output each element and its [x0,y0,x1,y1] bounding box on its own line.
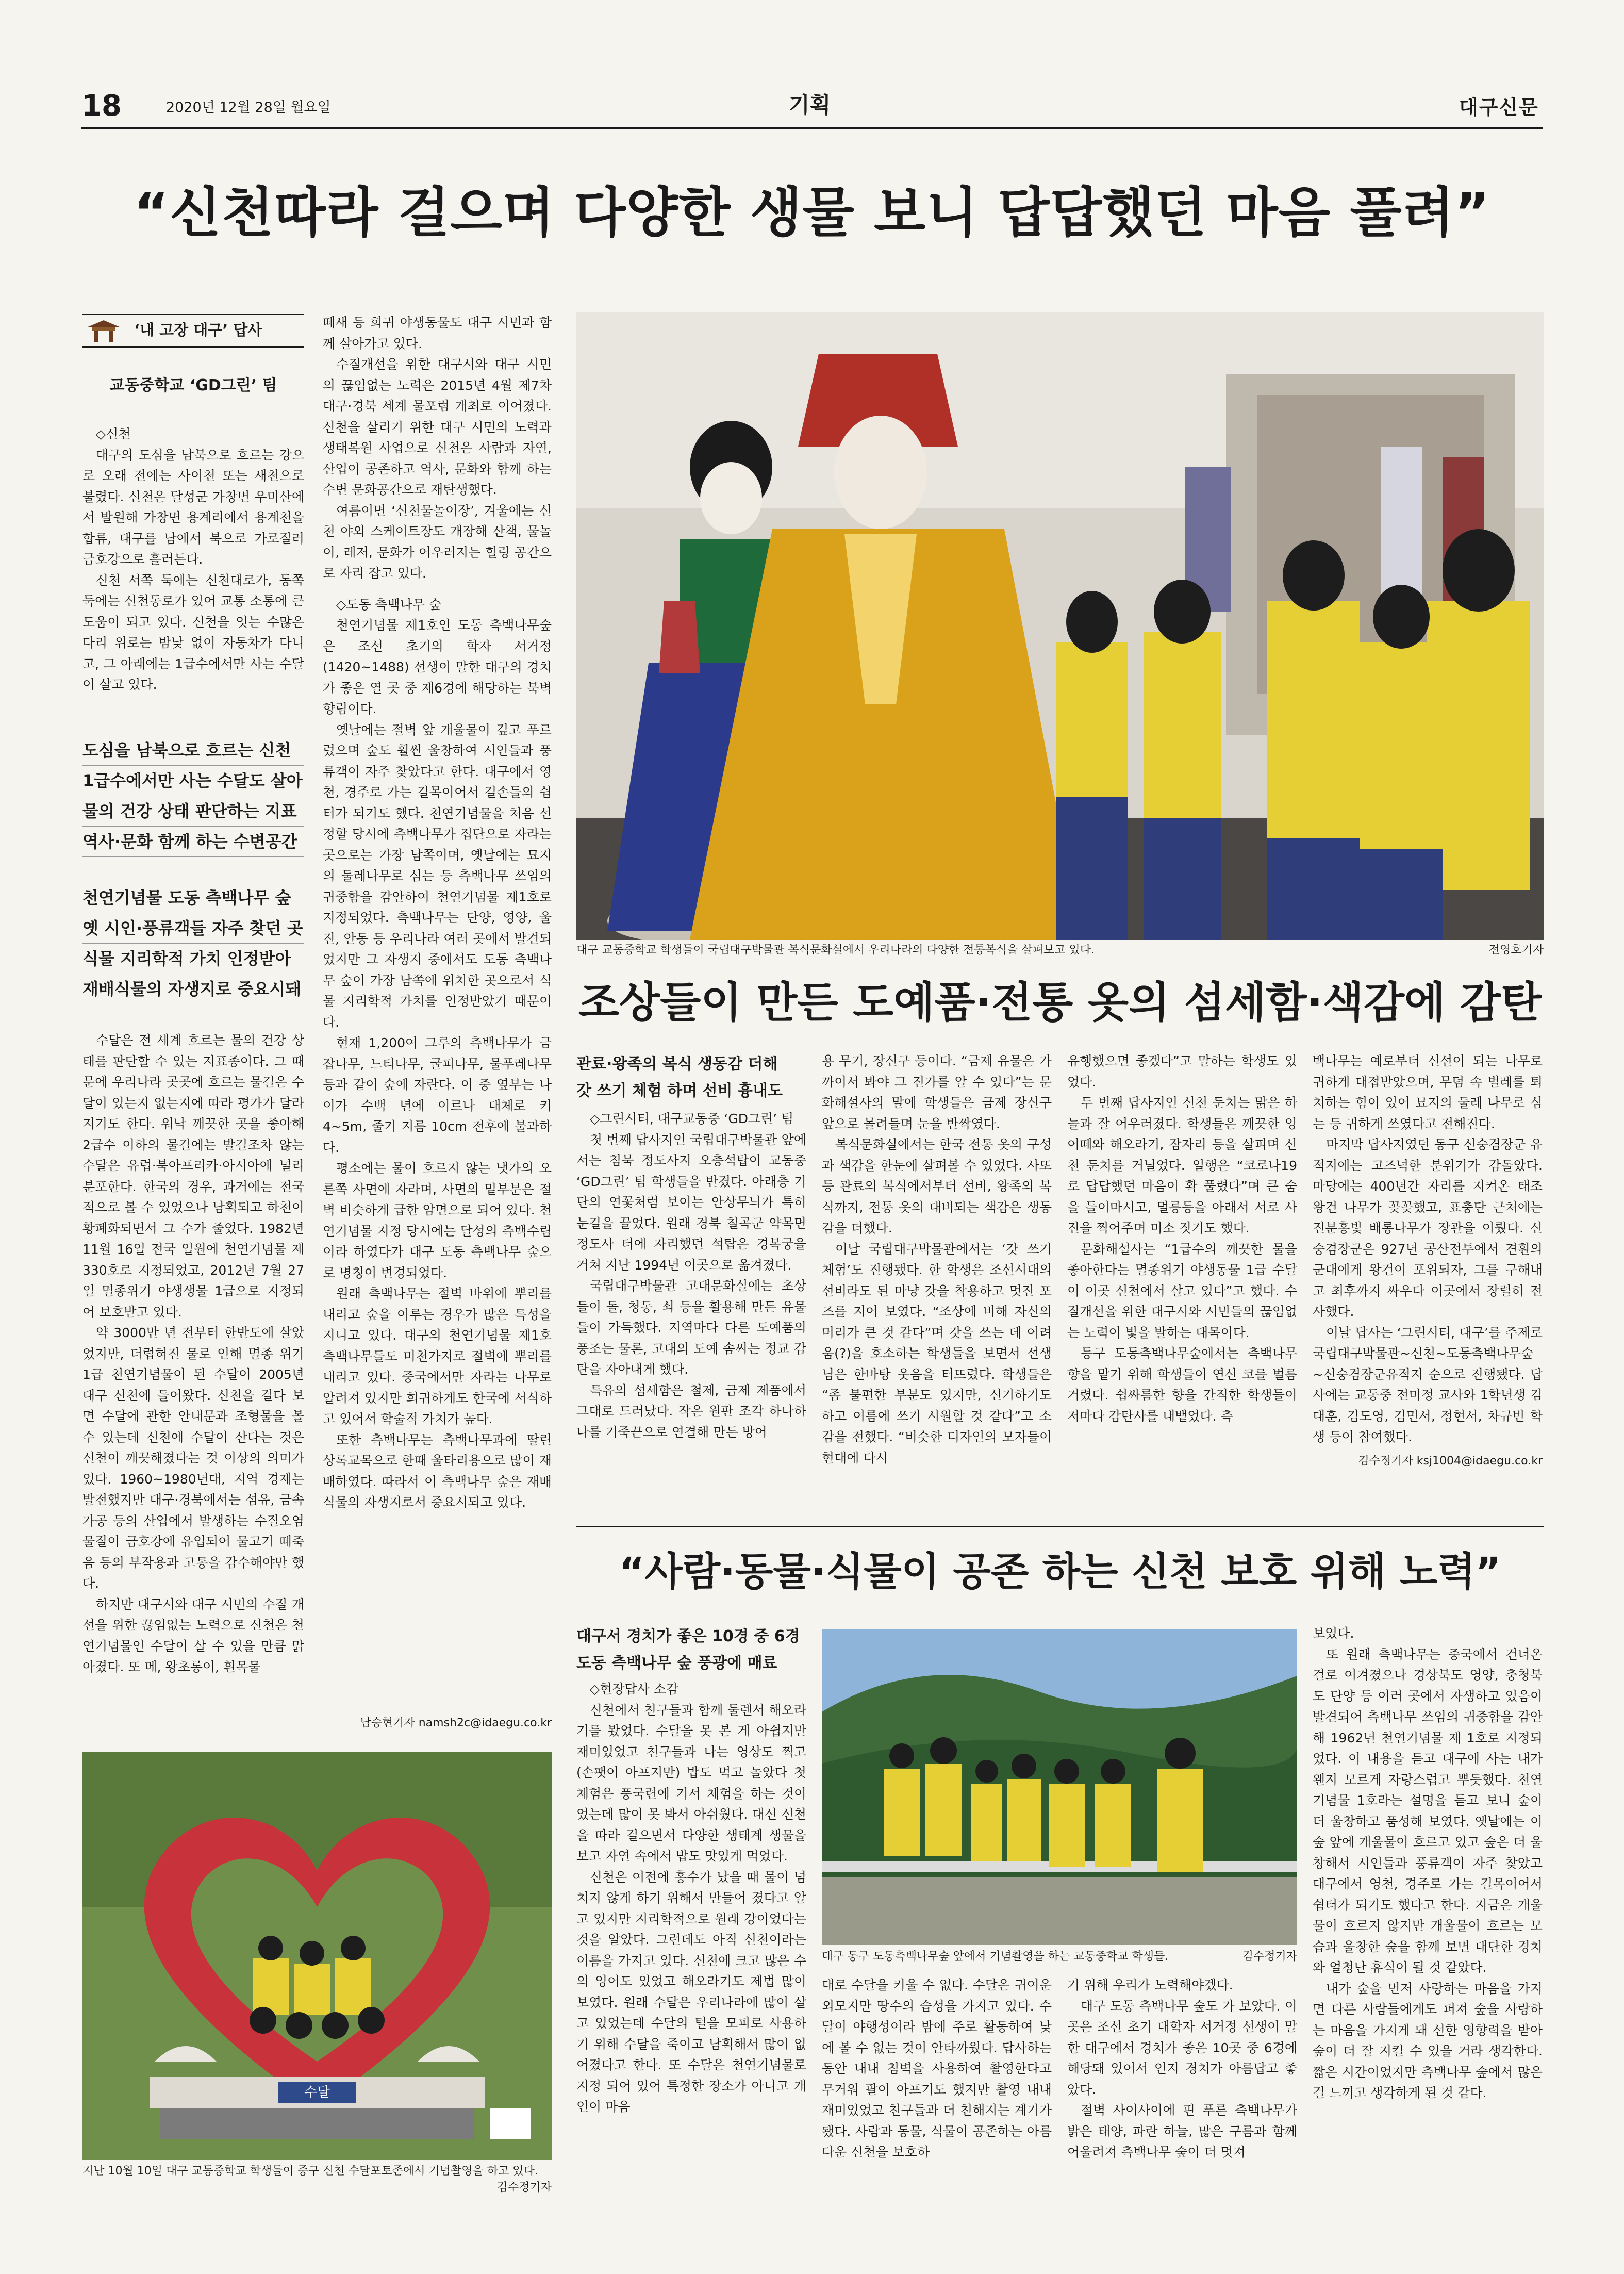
article3-label: ◇현장답사 소감 [590,1682,679,1696]
col2-p3: 여름이면 ‘신천물놀이장’, 겨울에는 신천 야외 스케이트장도 개장해 산책, 물놀이, 레저, 문화가 어우러지는 힐링 공간으로 자리 잡고 있다. [323,503,552,581]
highlight-line: 1급수에서만 사는 수달도 살아 [82,766,304,796]
col2-p2: 수질개선을 위한 대구시와 대구 시민의 끊임없는 노력은 2015년 4월 제7차 대구·경북 세계 물포럼 개최로 이어졌다. 신천을 살리기 위한 대구 시민의 노력과 생태복원 사업으로 신천은 사람과 자연, 산업이 공존하고 역사, 문화와 함께 하는 수변 문화공간으로 재탄생했다. [323,357,552,497]
highlight-line: 역사·문화 함께 하는 수변공간 [82,827,304,857]
col1-highlight-2 [82,883,304,1004]
newspaper-logo: 대구신문 [1459,96,1539,119]
article3-headline: “사람·동물·식물이 공존 하는 신천 보호 위해 노력” [619,1548,1501,1594]
col2-p5: 옛날에는 절벽 앞 개울물이 깊고 푸르렀으며 숲도 훨씬 울창하여 시인들과 풍류객이 자주 찾았다고 한다. 대구에서 영천, 경주로 가는 길목이어서 길손들의 쉼터가 되기도 했다. 천연기념물을 처음 선정할 당시에 측백나무가 집단으로 자라는 곳으로는 가장 남쪽이며, 옛날에는 묘지의 둘레나무로 심는 등 측백나무 쓰임의 귀중함을 감안하여 천연기념물 제1호로 지정되었다. 측백나무는 단양, 영양, 울진, 안동 등 우리나라 여러 곳에서 발견되었지만 그 자생지 중에서도 도동 측백나무 숲이 가장 남쪽에 위치한 곳으로서 식물 지리학적 가치를 인정받았기 때문이다. [323,722,552,1030]
forest-group-photo [822,1629,1297,1945]
article3-c4: 보였다. [1313,1626,1354,1641]
col2-p7: 평소에는 물이 흐르지 않는 냇가의 오른쪽 사면에 자라며, 사면의 밑부분은 절벽 비슷하게 급한 암면으로 되어 있다. 천연기념물 지정 당시에는 달성의 측백수림이라 하였다가 대구 도동 측백나무 숲으로 명칭이 변경되었다. [323,1161,552,1280]
col1-p2: 신천 서쪽 둑에는 신천대로가, 동쪽 둑에는 신천동로가 있어 교통 소통에 큰 도움이 되고 있다. 신천을 잇는 수많은 다리 위로는 밤낮 없이 자동차가 다니고, 그 아래에는 1급수에서만 사는 수달이 살고 있다. [82,572,304,692]
series-badge [82,314,304,348]
article2-c1: 첫 번째 답사지인 국립대구박물관 앞에서는 침묵 정도사지 오층석탑이 교동중 ‘GD그린’ 팀 학생들을 반겼다. 아래층 기단의 연꽃처럼 보이는 안상무늬가 특히 눈길을 끌었다. 원래 경북 칠곡군 약목면 정도사 터에 자리했던 석탑은 경복궁을 거쳐 지난 1994년 이곳으로 옮겨졌다. [576,1132,806,1273]
col1-p3: 수달은 전 세계 흐르는 물의 건강 상태를 판단할 수 있는 지표종이다. 그 때문에 우리나라 곳곳에 흐르는 물길은 수달이 있는지 없는지에 따라 평가가 달라지기도 한다. 워낙 깨끗한 곳을 좋아해 2급수 이하의 물길에는 발길조차 않는 수달은 유럽·북아프리카·아시아에 널리 분포한다. 한국의 경우, 과거에는 전국적으로 볼 수 있었으나 남획되고 하천이 황폐화되면서 그 수가 줄었다. 1982년 11월 16일 전국 일원에 천연기념물 제330호로 지정되었고, 2012년 7월 27일 멸종위기 야생생물 1급으로 지정되어 보호받고 있다. [82,1033,304,1320]
highlight-line: 옛 시인·풍류객들 자주 찾던 곳 [82,913,304,944]
article2-c4: 백나무는 예로부터 신선이 되는 나무로 귀하게 대접받았으며, 무덤 속 벌레를 퇴치하는 힘이 있어 묘지의 둘레 나무로 심는 등 귀하게 쓰였다고 전해진다. [1313,1053,1543,1131]
series-badge-label: ‘내 고장 대구’ 답사 [134,321,262,339]
article2-c4c: 이날 답사는 ‘그린시티, 대구’를 주제로 국립대구박물관~신천~도동측백나무숲~신숭겸장군유적지 순으로 진행됐다. 답사에는 교동중 전미정 교사와 1학년생 김대훈, 김도영, 김민서, 정현서, 차규빈 학생 등이 참여했다. [1313,1325,1543,1444]
article2-col4 [1313,1051,1543,1472]
subhead-line: 대구서 경치가 좋은 10경 중 6경 [576,1627,800,1645]
subhead-line: 관료·왕족의 복식 생동감 더해 [576,1055,778,1073]
article2-c3b: 두 번째 답사지인 신천 둔치는 맑은 하늘과 잘 어우러졌다. 학생들은 깨끗한 잉어떼와 해오라기, 잠자리 등을 살피며 신천 둔치를 거닐었다. 일행은 “코로나19로 답답했던 마음이 확 풀렸다”며 큰 숨을 들이마시고, 멀릉등을 아래서 서로 사진을 찍어주며 미소 짓기도 했다. [1067,1095,1297,1235]
main-headline: “신천따라 걸으며 다양한 생물 보니 답답했던 마음 풀려” [134,181,1490,244]
article3-c2: 대로 수달을 키울 수 없다. 수달은 귀여운 외모지만 땅수의 습성을 가지고 있다. 수달이 야행성이라 밤에 주로 활동하여 낮에 볼 수 없는 것이 안타까웠다. 답사하는 동안 내내 침벽을 사용하여 촬영한다고 무거워 팔이 아프기도 했지만 촬영 내내 재미있었고 친구들과 더 친해지는 계기가 됐다. 사람과 동물, 식물이 공존하는 아름다운 신천을 보호하 [822,1978,1052,2160]
section-name: 기획 [789,92,831,118]
article2-signature: 김수정기자 ksj1004@idaegu.co.kr [1358,1454,1543,1468]
col1-label: ◇신천 [96,426,131,441]
sculpture-label: 수달 [304,2085,330,2100]
col2-p1: 떼새 등 희귀 야생동물도 대구 시민과 함께 살아가고 있다. [323,315,552,351]
article2-c1c: 특유의 섬세함은 철제, 금제 제품에서 그대로 드러났다. 작은 원판 조각 하나하나를 기죽끈으로 연결해 만든 방어 [576,1382,806,1440]
museum-photo-caption: 대구 교동중학교 학생들이 국립대구박물관 복식문화실에서 우리나라의 다양한 전통복식을 살펴보고 있다. [576,944,1095,957]
article2-col2 [822,1051,1052,1469]
article3-c1: 신천에서 친구들과 함께 둘렌서 해오라기를 봤었다. 수달을 못 본 게 아쉽지만 재미있었고 친구들과 나는 영상도 찍고 (손팻이 아프지만) 밥도 먹고 놀았다 첫 체험은 풍국련에 기서 체험을 하는 것이었는데 많이 못 봐서 아쉬웠다. 대신 신천을 따라 걸으면서 다양한 생태계 생물을 보고 자연 속에서 밥도 맛있게 먹었다. [576,1702,806,1864]
heart-sculpture-photo [82,1752,552,2160]
col2-p8: 원래 측백나무는 절벽 바위에 뿌리를 내리고 숲을 이루는 경우가 많은 특성을 지니고 있다. 대구의 천연기념물 제1호 측백나무들도 미천가지로 절벽에 뿌리를 내리고 있다. 중국에서만 자라는 나무로 알려져 있지만 희귀하게도 한국에 서식하고 있어서 학술적 가치가 높다. [323,1286,552,1426]
article3-col4 [1313,1623,1543,2104]
col1-body [82,1030,304,1678]
article2-c2: 용 무기, 장신구 등이다. “금제 유물은 가까이서 봐야 그 진가를 알 수 있다”는 문화해설사의 말에 학생들은 금제 장신구 앞으로 몰려들며 눈을 반짝였다. [822,1053,1052,1131]
highlight-line: 도심을 남북으로 흐르는 신천 [82,735,304,766]
highlight-line: 물의 건강 상태 판단하는 지표 [82,796,304,827]
article3-col2 [822,1975,1052,2163]
article2-c3d: 등구 도동측백나무숲에서는 측백나무 향을 맡기 위해 학생들이 연신 코를 벌름거렸다. 쉽싸름한 향을 간직한 학생들이 저마다 감탄사를 내뱉었다. 측 [1067,1346,1297,1424]
article2-c2c: 이날 국립대구박물관에서는 ‘갓 쓰기 체험’도 진행됐다. 한 학생은 조선시대의 선비라도 된 마냥 갓을 착용하고 멋진 포즈를 지어 보였다. “조상에 비해 자신의 머리가 큰 것 같다”며 갓을 쓰는 데 어려움(?)을 호소하는 학생들을 보면서 선생님은 한바탕 웃음을 터뜨렸다. 학생들은 “좀 불편한 부분도 있지만, 신기하기도 하고 여름에 쓰기 시원할 것 같다”고 소감을 전했다. “비슷한 디자인의 모자들이 현대에 다시 [822,1241,1052,1465]
col1-highlight-1 [82,735,304,857]
article2-col1 [576,1109,806,1443]
col1-p4: 약 3000만 년 전부터 한반도에 살았었지만, 더럽혀진 물로 인해 멸종 위기 1급 천연기념물이 된 수달이 2005년 대구 신천에 들어왔다. 신천을 걸다 보면 수달에 관한 안내문과 조형물을 볼 수 있는데 신천에 수달이 산다는 것은 신천이 깨끗해졌다는 것 이상의 의미가 있다. 1960~1980년대, 지역 경제는 발전했지만 대구·경북에서는 섬유, 금속가공 등의 산업에서 발생하는 수질오염 물질이 금호강에 유입되어 물고기 떼죽음 등의 부작용과 고통을 감수해야만 했다. [82,1325,304,1591]
article2-c4b: 마지막 답사지였던 동구 신숭겸장군 유적지에는 고즈넉한 분위기가 감돌았다. 마당에는 400년간 자리를 지켜온 태조 왕건 나무가 꽂꽂했고, 표충단 근처에는 진분홍빛 배롱나무가 장관을 이뤘다. 신숭겸장군은 927년 공산전투에서 견훤의 군대에게 왕건이 포위되자, 그를 구해내고 최후까지 싸우다 이곳에서 장렬히 전사했다. [1313,1137,1543,1319]
article2-c1b: 국립대구박물관 고대문화실에는 초상들이 돌, 청동, 쇠 등을 활용해 만든 유물들이 가득했다. 지역마다 다른 도예품의 풍조는 물론, 고대의 도예 솜씨는 정교 감탄을 자아내게 했다. [576,1278,806,1377]
col2-p6: 현재 1,200여 그루의 측백나무가 금 잡나무, 느티나무, 굴피나무, 물푸레나무 등과 같이 숲에 자란다. 이 중 옆부는 나이가 수백 년에 이르나 대체로 키 4~5m, 줄기 지름 10cm 전후에 불과하다. [323,1035,552,1155]
article3-c4c: 내가 숲을 먼저 사랑하는 마음을 가지면 다른 사람들에게도 퍼져 숲을 사랑하는 마음을 가지게 돼 선한 영향력을 받아 숲이 더 잘 지킬 수 있을 거라 생각한다. 짧은 시간이었지만 측백나무 숲에서 많은 걸 느끼고 생각하게 된 것 같다. [1313,1981,1543,2100]
article2-col3 [1067,1051,1297,1427]
col1-p5: 하지만 대구시와 대구 시민의 수질 개선을 위한 끊임없는 노력으로 신천은 천연기념물인 수달이 살 수 있을 만큼 맑아졌다. 또 메, 왕초롱이, 흰목물 [82,1596,304,1674]
article3-c3b: 대구 도동 측백나무 숲도 가 보았다. 이곳은 조선 초기 대학자 서거정 선생이 말한 대구에서 경치가 좋은 10곳 중 6경에 해당돼 있어서 인지 경치가 아름답고 좋았다. [1067,1998,1297,2097]
issue-date: 2020년 12월 28일 월요일 [166,100,331,116]
article3-col3 [1067,1975,1297,2163]
article2-headline: 조상들이 만든 도예품·전통 옷의 섬세함·색감에 감탄 [578,978,1542,1027]
article3-col1 [576,1679,806,2118]
heart-photo-credit: 김수정기자 [496,2181,552,2194]
col2-body [323,312,552,1513]
gate-roof-icon [86,318,122,343]
highlight-line: 식물 지리학적 가치 인정받아 [82,944,304,974]
article3-c3: 기 위해 우리가 노력해야겠다. [1067,1978,1233,1992]
article2-c2b: 복식문화실에서는 한국 전통 옷의 구성과 색감을 한눈에 살펴볼 수 있었다. 사또 등 관료의 복식에서부터 선비, 왕족의 복식까지, 전통 옷의 대비되는 색감은 생동감을 더했다. [822,1137,1052,1235]
museum-photo-credit: 전영호기자 [1488,944,1544,957]
museum-photo [576,312,1544,940]
article3-c1b: 신천은 여전에 홍수가 났을 때 물이 넘치지 않게 하기 위해서 만들어 졌다고 알고 있지만 지리학적으로 원래 강이었다는 것을 알았다. 그런데도 아직 신천이라는 이름을 가지고 있다. 신천에 크고 많은 수의 잉어도 있었고 해오라기도 제법 많이 보였다. 원래 수달은 우리나라에 많이 살고 있었는데 수달의 털을 모피로 사용하기 위해 수달을 죽이고 남획해서 많이 없어졌다고 한다. 또 수달은 천연기념물로 지정 되어 있어 특정한 장소가 아니고 개인이 마음 [576,1869,806,2114]
forest-photo-caption: 대구 동구 도동측백나무숲 앞에서 기념촬영을 하는 교동중학교 학생들. [822,1950,1169,1963]
article3-c4b: 또 원래 측백나무는 중국에서 건너온 걸로 여겨졌으나 경상북도 영양, 충청북도 단양 등 여러 곳에서 자생하고 있음이 발견되어 측백나무 쓰임의 귀중함을 감안해 1962년 천연기념물 제 1호로 지정되었다. 이 내용을 듣고 대구에 사는 내가 왠지 모르게 자랑스럽고 뿌듯했다. 천연기념물 1호라는 설명을 듣고 보니 숲이 더 울창하고 품성해 보였다. 옛날에는 이 숲 앞에 개울물이 흐르고 있고 숲은 더 울창해서 시인들과 풍류객이 자주 찾았고 대구에서 영천, 경주로 가는 길목이어서 쉼터가 되기도 했다고 한다. 지금은 개울물이 흐르지 않지만 개울물이 흐르는 모습과 울창한 숲을 함께 보면 대단한 경치와 얼청난 휴식이 될 것 같았다. [1313,1646,1543,1975]
col1-top [82,424,304,696]
highlight-line: 천연기념물 도동 측백나무 숲 [82,883,304,913]
subhead-line: 갓 쓰기 체험 하며 선비 흉내도 [576,1082,783,1100]
col2-p4: 천연기념물 제1호인 도동 측백나무숲은 조선 초기의 학자 서거정(1420~1488) 선생이 말한 대구의 경치가 좋은 열 곳 중 제6경에 해당하는 북벽향림이다. [323,618,552,716]
article3-subhead [576,1623,806,1677]
heart-photo-caption: 지난 10월 10일 대구 교동중학교 학생들이 중구 신천 수달포토존에서 기념촬영을 하고 있다. [82,2165,538,2178]
page-number: 18 [81,89,122,123]
subhead-line: 도동 측백나무 숲 풍광에 매료 [576,1654,777,1672]
col1-p1: 대구의 도심을 남북으로 흐르는 강으로 오래 전에는 사이천 또는 새천으로 불렸다. 신천은 달성군 가창면 우미산에서 발원해 가창면 용계리에서 용계천을 합류, 대구를 남에서 북으로 가로질러 금호강으로 흘러든다. [82,447,304,567]
article2-c3: 유행했으면 좋겠다”고 말하는 학생도 있었다. [1067,1053,1297,1090]
article2-end-rule [576,1526,1544,1527]
col2-label: ◇도동 측백나무 숲 [336,597,442,612]
article2-c3c: 문화해설사는 “1급수의 깨끗한 물을 좋아한다는 멸종위기 야생동물 1급 수달이 이곳 신천에서 살고 있다”고 했다. 수질개선을 위한 대구시와 시민들의 끊임없는 노력이 빛을 발하는 대목이다. [1067,1241,1297,1340]
highlight-line: 재배식물의 자생지로 중요시돼 [82,974,304,1004]
article3-c3c: 절벽 사이사이에 핀 푸른 측백나무가 밝은 태양, 파란 하늘, 많은 구름과 함께 어울려져 측백나무 숲이 더 멋져 [1067,2103,1297,2160]
team-name: 교동중학교 ‘GD그린’ 팀 [109,376,277,394]
article2-subhead [576,1051,806,1105]
forest-photo-credit: 김수정기자 [1242,1950,1297,1963]
masthead-rule [81,127,1543,129]
article2-label: ◇그린시티, 대구교동중 ‘GD그린’ 팀 [590,1111,794,1126]
col2-signature: 남승현기자 namsh2c@idaegu.co.kr [360,1717,552,1729]
col2-p9: 또한 측백나무는 측백나무과에 딸린 상록교목으로 한때 울타리용으로 많이 재배하였다. 따라서 이 측백나무 숲은 재배식물의 자생지로서 중요시되고 있다. [323,1432,552,1510]
